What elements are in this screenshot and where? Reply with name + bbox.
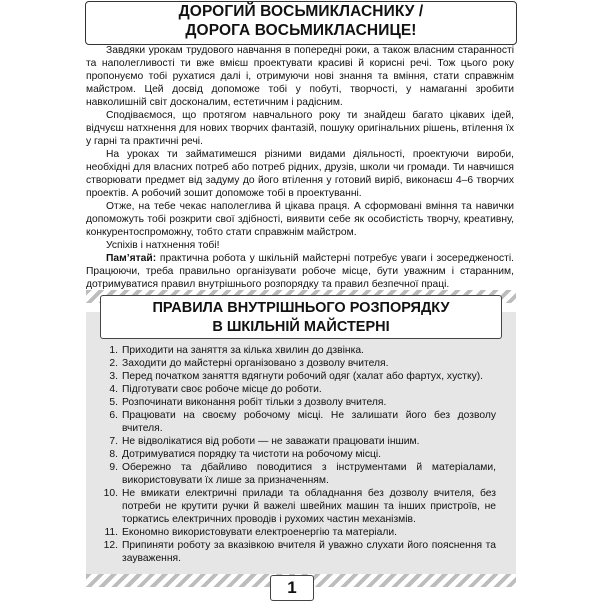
memo-lead: Пам’ятай: — [106, 253, 157, 264]
memo-paragraph — [86, 252, 514, 291]
rule-text: Працювати на своєму робочому місці. Не залишати його без дозволу вчителя. — [122, 410, 496, 434]
rule-item — [100, 357, 496, 370]
rule-item — [100, 487, 496, 526]
rule-item — [100, 526, 496, 539]
rule-item — [100, 370, 496, 383]
rule-text: Підготувати своє робоче місце до роботи. — [122, 384, 322, 395]
rule-text: Припиняти роботу за вказівкою вчителя й уважно слухати його пояснення та зауваження. — [122, 540, 496, 564]
rule-text: Розпочинати виконання робіт тільки з дозволу вчителя. — [122, 397, 387, 408]
page-number: 1 — [270, 575, 314, 601]
memo-text: практична робота у шкільній майстерні потребує уваги і зосередженості. Працюючи, треба правильно організувати робоче місце, бути уважним і старанним, дотримуватися правил внутрішнього розпорядку та правил безпечної праці. — [86, 253, 514, 290]
rule-number: 7. — [109, 436, 118, 447]
rule-number: 11. — [104, 527, 118, 538]
rule-item — [100, 539, 496, 565]
intro-paragraph: На уроках ти займатимешся різними видами діяльності, проектуючи вироби, необхідні для власних потреб або потреб рідних, друзів, школи чи громади. Ти навчишся створювати предмет від задуму до його втілення у готовий виріб, виконаєш 4–6 творчих проектів. А робочий зошит допоможе тобі в проектуванні. — [86, 149, 514, 199]
page-title — [85, 1, 517, 45]
rule-item — [100, 448, 496, 461]
intro-paragraph: Сподіваємося, що протягом навчального року ти знайдеш багато цікавих ідей, відчуєш натхнення для нових творчих фантазій, пошуку оригінальних рішень, втілення їх у гарні та практичні речі. — [86, 110, 514, 147]
rule-number: 12. — [103, 540, 118, 551]
rules-heading-line-2: В ШКІЛЬНІЙ МАЙСТЕРНІ — [212, 319, 390, 335]
rule-item — [100, 344, 496, 357]
rule-number: 10. — [103, 488, 118, 499]
intro-paragraph: Отже, на тебе чекає наполеглива й цікава праця. А сформовані вміння та навички допоможуть тобі розкрити свої здібності, виявити себе як особистість творчу, креативну, конкурентоспроможну, тобто стати справжнім майстром. — [86, 201, 514, 238]
rule-item — [100, 435, 496, 448]
rules-list — [100, 344, 496, 565]
rule-number: 3. — [109, 371, 118, 382]
rule-item — [100, 383, 496, 396]
rule-text: Дотримуватися порядку та чистоти на робочому місці. — [122, 449, 382, 460]
intro-text — [86, 44, 514, 291]
rule-text: Економно використовувати електроенергію та матеріали. — [122, 527, 397, 538]
rule-text: Заходити до майстерні організовано з дозволу вчителя. — [122, 358, 389, 369]
rules-heading-line-1: ПРАВИЛА ВНУТРІШНЬОГО РОЗПОРЯДКУ — [152, 300, 450, 316]
rule-number: 5. — [109, 397, 118, 408]
rule-number: 2. — [109, 358, 118, 369]
page-title-line-1: ДОРОГИЙ ВОСЬМИКЛАСНИКУ / — [178, 3, 424, 20]
rule-text: Не вмикати електричні прилади та обладнання без дозволу вчителя, без потреби не крутити ручки й важелі швейних машин та інших пристроїв, не торкатись електричних проводів і рухомих частин механізмів. — [122, 488, 496, 525]
page-title-line-2: ДОРОГА ВОСЬМИКЛАСНИЦЕ! — [185, 22, 417, 39]
rule-text: Обережно та дбайливо поводитися з інструментами й матеріалами, використовувати їх лише за призначенням. — [122, 462, 496, 486]
rule-text: Приходити на заняття за кілька хвилин до дзвінка. — [122, 345, 364, 356]
rule-item — [100, 409, 496, 435]
rule-number: 8. — [109, 449, 118, 460]
intro-closing: Успіхів і натхнення тобі! — [106, 240, 220, 251]
rule-number: 1. — [109, 345, 118, 356]
rule-text: Не відволікатися від роботи — не заважати працювати іншим. — [122, 436, 420, 447]
rule-item — [100, 396, 496, 409]
rule-number: 9. — [109, 462, 118, 473]
rule-number: 4. — [109, 384, 118, 395]
rule-item — [100, 461, 496, 487]
intro-paragraph: Завдяки урокам трудового навчання в попередні роки, а також власним старанності та наполегливості ти вже вмієш проектувати красиві й корисні речі. Тож цього року пропонуємо тобі рухатися далі і, отримуючи нові знання та вміння, стати справжнім майстром. Цей досвід допоможе тобі у побуті, творчості, у намаганні зробити навколишній світ досконалим, естетичним і радісним. — [86, 45, 514, 108]
rule-text: Перед початком заняття вдягнути робочий одяг (халат або фартух, хустку). — [122, 371, 484, 382]
rules-heading — [100, 295, 502, 339]
rule-number: 6. — [109, 410, 118, 421]
